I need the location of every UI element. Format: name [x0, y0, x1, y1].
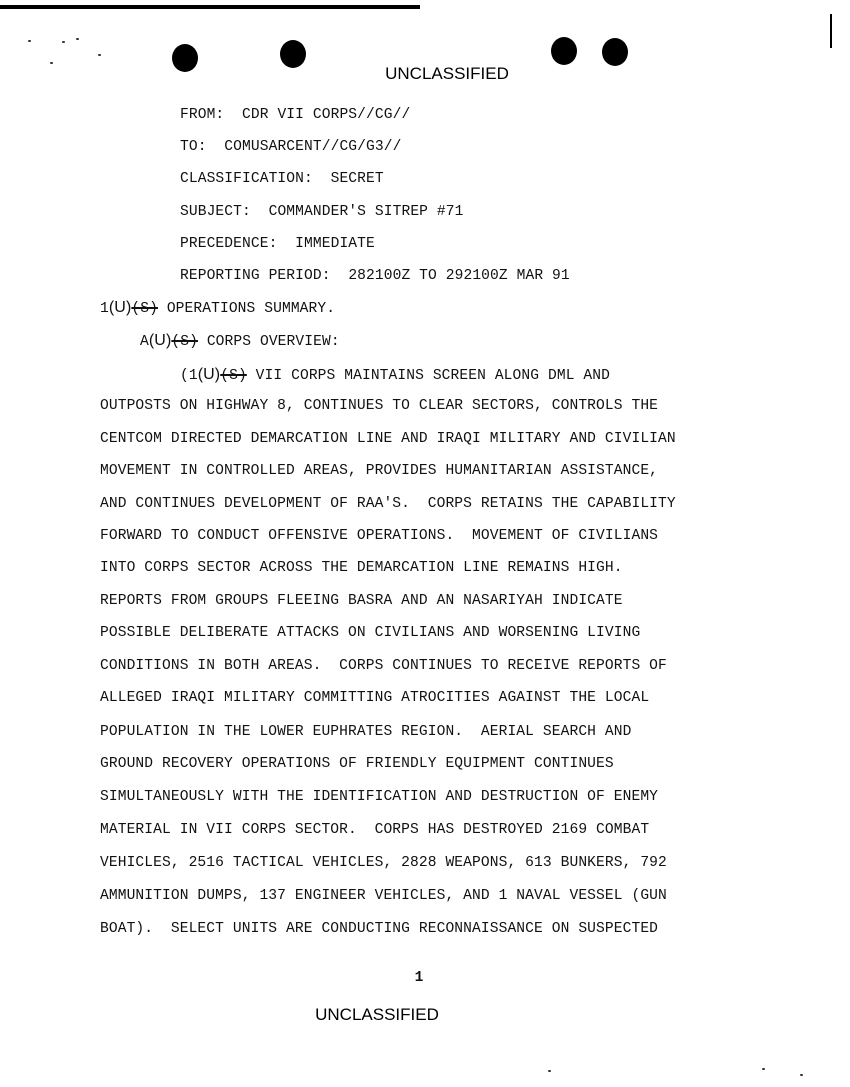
page-number: 1 [414, 970, 424, 986]
paragraph-line: POPULATION IN THE LOWER EUPHRATES REGION. AERIAL SEARCH AND [100, 724, 632, 740]
scan-speck [800, 1074, 803, 1076]
header-value: CDR VII CORPS//CG// [242, 107, 411, 123]
paragraph-line: MATERIAL IN VII CORPS SECTOR. CORPS HAS DESTROYED 2169 COMBAT [100, 822, 650, 838]
struck-classification-marker: (S) [220, 368, 247, 384]
scan-edge-mark [830, 14, 832, 48]
section-heading-1 [100, 299, 335, 317]
scan-speck [76, 38, 79, 40]
paragraph-line: POSSIBLE DELIBERATE ATTACKS ON CIVILIANS AND WORSENING LIVING [100, 625, 641, 641]
header-from [180, 107, 410, 123]
header-value: IMMEDIATE [295, 236, 375, 252]
punch-hole [602, 38, 628, 66]
paragraph-line: CENTCOM DIRECTED DEMARCATION LINE AND IRAQI MILITARY AND CIVILIAN [100, 431, 676, 447]
header-value: SECRET [330, 171, 384, 187]
paragraph-line: CONDITIONS IN BOTH AREAS. CORPS CONTINUES TO RECEIVE REPORTS OF [100, 658, 667, 674]
struck-classification-marker: (S) [131, 301, 158, 317]
section-title: CORPS OVERVIEW: [206, 334, 340, 350]
classification-banner-top: UNCLASSIFIED [385, 64, 509, 83]
scan-speck [28, 40, 31, 42]
scan-speck [62, 41, 65, 43]
header-value: COMMANDER'S SITREP #71 [268, 204, 464, 220]
classification-marker: (U) [197, 366, 221, 383]
classification-marker: (U) [108, 299, 132, 316]
section-number: 1 [100, 301, 109, 317]
header-subject [180, 204, 463, 220]
section-heading-a [140, 332, 340, 350]
header-classification [180, 171, 384, 187]
paragraph-line: ALLEGED IRAQI MILITARY COMMITTING ATROCITIES AGAINST THE LOCAL [100, 690, 650, 706]
header-label: PRECEDENCE: [180, 236, 278, 252]
paragraph-line: REPORTS FROM GROUPS FLEEING BASRA AND AN NASARIYAH INDICATE [100, 593, 623, 609]
scan-speck [762, 1068, 765, 1070]
paragraph-line: GROUND RECOVERY OPERATIONS OF FRIENDLY EQUIPMENT CONTINUES [100, 756, 614, 772]
header-value: COMUSARCENT//CG/G3// [224, 139, 402, 155]
paragraph-line: INTO CORPS SECTOR ACROSS THE DEMARCATION LINE REMAINS HIGH. [100, 560, 623, 576]
paragraph-number: (1 [180, 368, 198, 384]
paragraph-line: AMMUNITION DUMPS, 137 ENGINEER VEHICLES, AND 1 NAVAL VESSEL (GUN [100, 888, 667, 904]
section-title: OPERATIONS SUMMARY. [166, 301, 336, 317]
paragraph-line: SIMULTANEOUSLY WITH THE IDENTIFICATION AND DESTRUCTION OF ENEMY [100, 789, 659, 805]
header-value: 282100Z TO 292100Z MAR 91 [348, 268, 570, 284]
header-label: REPORTING PERIOD: [180, 268, 331, 284]
header-reporting-period [180, 268, 570, 284]
scan-speck [98, 54, 101, 56]
punch-hole [551, 37, 577, 65]
classification-marker: (U) [148, 332, 172, 349]
header-label: FROM: [180, 107, 225, 123]
paragraph-line: (1(U)(S) VII CORPS MAINTAINS SCREEN ALONG DML AND [180, 366, 610, 384]
scan-speck [548, 1070, 551, 1072]
scan-top-rule [0, 5, 420, 9]
header-label: TO: [180, 139, 207, 155]
struck-classification-marker: (S) [171, 334, 198, 350]
paragraph-line: OUTPOSTS ON HIGHWAY 8, CONTINUES TO CLEAR SECTORS, CONTROLS THE [100, 398, 659, 414]
paragraph-line: VEHICLES, 2516 TACTICAL VEHICLES, 2828 WEAPONS, 613 BUNKERS, 792 [100, 855, 667, 871]
classification-banner-bottom: UNCLASSIFIED [315, 1005, 439, 1024]
paragraph-line: MOVEMENT IN CONTROLLED AREAS, PROVIDES HUMANITARIAN ASSISTANCE, [100, 463, 659, 479]
paragraph-line: FORWARD TO CONDUCT OFFENSIVE OPERATIONS. MOVEMENT OF CIVILIANS [100, 528, 659, 544]
paragraph-line: AND CONTINUES DEVELOPMENT OF RAA'S. CORPS RETAINS THE CAPABILITY [100, 496, 676, 512]
header-label: SUBJECT: [180, 204, 251, 220]
header-label: CLASSIFICATION: [180, 171, 313, 187]
section-number: A [140, 334, 149, 350]
paragraph-line: BOAT). SELECT UNITS ARE CONDUCTING RECONNAISSANCE ON SUSPECTED [100, 921, 659, 937]
header-to [180, 139, 401, 155]
header-precedence [180, 236, 375, 252]
